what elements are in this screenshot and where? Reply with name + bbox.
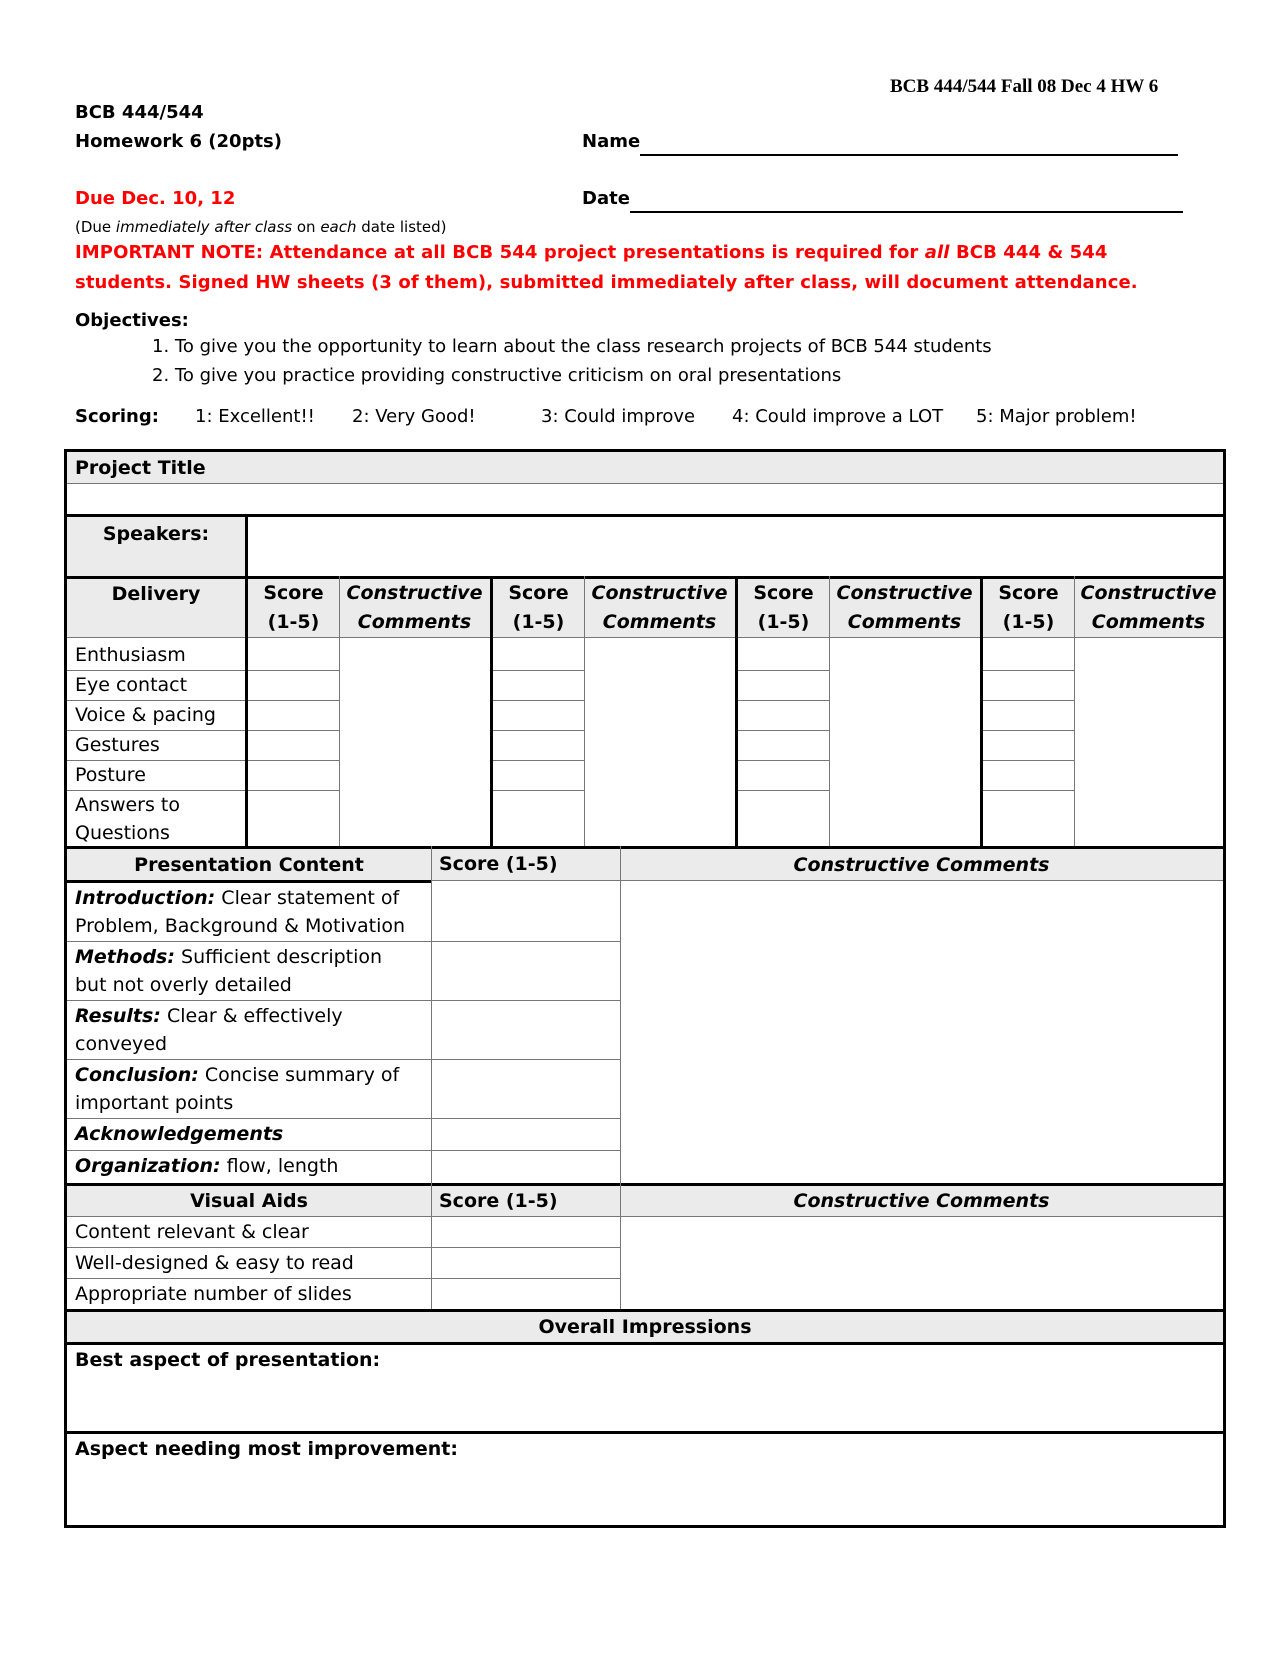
divider — [980, 576, 983, 846]
visual-row-label: Content relevant & clear — [75, 1221, 309, 1243]
visual-score-cells[interactable] — [432, 1217, 619, 1309]
score-header-text: Score — [263, 582, 324, 604]
divider — [245, 576, 248, 846]
delivery-row-label: Voice & pacing — [75, 704, 216, 726]
name-field[interactable] — [640, 134, 1178, 156]
important-note — [75, 238, 1215, 298]
scoring-level-5: 5: Major problem! — [976, 406, 1137, 427]
speakers-input[interactable] — [248, 517, 1223, 576]
content-row-organization — [67, 1151, 431, 1182]
content-row-text: Problem, Background & Motivation — [75, 915, 406, 937]
score-header-text: Score — [998, 582, 1059, 604]
overall-header: Overall Impressions — [67, 1312, 1223, 1342]
delivery-row-label: Eye contact — [75, 674, 188, 696]
divider — [1074, 576, 1075, 846]
score-header — [738, 579, 829, 637]
speaker-3-score-cells[interactable] — [738, 638, 829, 846]
important-note-text: IMPORTANT NOTE: Attendance at all BCB 544 project presentations is required for — [75, 242, 925, 263]
due-note-emphasis: immediately after class — [115, 218, 293, 236]
divider — [735, 576, 738, 846]
speaker-1-score-cells[interactable] — [248, 638, 339, 846]
visual-comments-header: Constructive Comments — [793, 1190, 1050, 1212]
best-aspect-field[interactable] — [67, 1345, 1223, 1431]
divider — [67, 760, 245, 761]
name-field-label: Name — [582, 131, 641, 152]
visual-row-label: Appropriate number of slides — [75, 1283, 352, 1305]
speaker-2-comments[interactable] — [585, 638, 735, 846]
comments-header — [339, 579, 490, 637]
content-row-text: important points — [75, 1092, 234, 1114]
due-note-text: date listed) — [356, 218, 447, 236]
delivery-row-label: Questions — [75, 822, 170, 844]
project-title-header — [67, 452, 1223, 483]
delivery-header: Delivery — [111, 583, 201, 605]
divider — [620, 846, 621, 1184]
content-row-title: Organization: — [75, 1155, 221, 1177]
content-row-title: Methods: — [75, 946, 175, 968]
comments-header-text: Constructive — [346, 582, 483, 604]
score-header — [248, 579, 339, 637]
important-note-text: BCB 444 & 544 — [949, 242, 1108, 263]
delivery-row-label: Gestures — [75, 734, 160, 756]
due-note-text: on — [292, 218, 321, 236]
delivery-row-label: Enthusiasm — [75, 644, 186, 666]
visual-score-header: Score (1-5) — [439, 1190, 558, 1212]
objective-item: 1. To give you the opportunity to learn about the class research projects of BCB 544 students — [152, 336, 992, 357]
content-row-text: conveyed — [75, 1033, 168, 1055]
content-header: Presentation Content — [134, 853, 364, 876]
score-header-text: (1-5) — [267, 611, 320, 633]
divider — [67, 730, 245, 731]
date-field-label: Date — [582, 188, 630, 209]
content-row-acknowledgements — [67, 1119, 431, 1150]
running-head: BCB 444/544 Fall 08 Dec 4 HW 6 — [890, 76, 1159, 97]
divider — [431, 846, 432, 1184]
due-note — [75, 218, 447, 236]
important-note-line-1 — [75, 238, 1215, 268]
scoring-level-3: 3: Could improve — [541, 406, 696, 427]
score-header — [493, 579, 584, 637]
due-date: Due Dec. 10, 12 — [75, 188, 236, 209]
comments-header — [584, 579, 735, 637]
content-row-text: Clear & effectively — [160, 1005, 343, 1027]
content-comments-header: Constructive Comments — [793, 853, 1050, 876]
score-header-text: (1-5) — [1002, 611, 1055, 633]
divider — [490, 576, 493, 846]
comments-header-text: Constructive — [591, 582, 728, 604]
delivery-row-label: Answers to — [75, 794, 180, 816]
project-title-input[interactable] — [67, 484, 1223, 514]
speaker-3-comments[interactable] — [830, 638, 980, 846]
content-row-methods — [67, 942, 431, 1000]
divider — [67, 670, 245, 671]
comments-header-text: Comments — [357, 611, 472, 633]
content-row-text: Clear statement of — [215, 887, 400, 909]
speaker-2-score-cells[interactable] — [493, 638, 584, 846]
improvement-aspect-field[interactable] — [67, 1434, 1223, 1525]
content-row-text: but not overly detailed — [75, 974, 292, 996]
content-row-title: Acknowledgements — [75, 1123, 284, 1145]
score-header-text: (1-5) — [757, 611, 810, 633]
content-row-text: flow, length — [220, 1155, 339, 1177]
score-header-text: Score — [508, 582, 569, 604]
divider — [67, 700, 245, 701]
evaluation-form — [64, 449, 1226, 1528]
divider — [829, 576, 830, 846]
improvement-aspect-label: Aspect needing most improvement: — [75, 1438, 458, 1460]
content-score-header: Score (1-5) — [439, 853, 558, 875]
speakers-header — [67, 517, 245, 576]
visual-row-label: Well-designed & easy to read — [75, 1252, 354, 1274]
date-field[interactable] — [630, 191, 1183, 213]
project-title-label: Project Title — [75, 456, 206, 479]
speaker-4-comments[interactable] — [1075, 638, 1223, 846]
course-title: BCB 444/544 — [75, 102, 204, 123]
important-note-emphasis: all — [924, 242, 950, 263]
speakers-label: Speakers: — [102, 523, 210, 545]
divider — [67, 790, 245, 791]
due-note-emphasis: each — [320, 218, 357, 236]
score-header — [983, 579, 1074, 637]
scoring-level-2: 2: Very Good! — [352, 406, 476, 427]
content-row-text: Sufficient description — [174, 946, 383, 968]
scoring-label: Scoring: — [75, 406, 159, 427]
comments-header-text: Comments — [847, 611, 962, 633]
score-header-text: Score — [753, 582, 814, 604]
comments-header — [1074, 579, 1223, 637]
content-row-text: Concise summary of — [198, 1064, 400, 1086]
content-score-cells[interactable] — [432, 881, 619, 1183]
due-note-text: (Due — [75, 218, 116, 236]
score-header-text: (1-5) — [512, 611, 565, 633]
content-row-introduction — [67, 883, 431, 941]
content-row-title: Conclusion: — [75, 1064, 199, 1086]
scoring-level-1: 1: Excellent!! — [195, 406, 315, 427]
content-row-conclusion — [67, 1060, 431, 1118]
comments-header-text: Constructive — [836, 582, 973, 604]
comments-header — [829, 579, 980, 637]
scoring-level-4: 4: Could improve a LOT — [732, 406, 944, 427]
divider — [584, 576, 585, 846]
content-row-results — [67, 1001, 431, 1059]
content-row-title: Results: — [75, 1005, 161, 1027]
important-note-line-2: students. Signed HW sheets (3 of them), submitted immediately after class, will document attendance. — [75, 272, 1138, 293]
best-aspect-label: Best aspect of presentation: — [75, 1349, 381, 1371]
content-row-title: Introduction: — [75, 887, 216, 909]
assignment-title: Homework 6 (20pts) — [75, 131, 282, 152]
comments-header-text: Comments — [1091, 611, 1206, 633]
divider — [431, 1183, 432, 1310]
objectives-label: Objectives: — [75, 310, 189, 331]
speaker-1-comments[interactable] — [340, 638, 490, 846]
speaker-4-score-cells[interactable] — [983, 638, 1074, 846]
visual-header: Visual Aids — [190, 1190, 308, 1212]
comments-header-text: Constructive — [1080, 582, 1217, 604]
content-comments-input[interactable] — [621, 881, 1223, 1183]
visual-comments-input[interactable] — [621, 1217, 1223, 1309]
comments-header-text: Comments — [602, 611, 717, 633]
objective-item: 2. To give you practice providing constructive criticism on oral presentations — [152, 365, 842, 386]
divider — [620, 1183, 621, 1310]
delivery-row-label: Posture — [75, 764, 146, 786]
divider — [339, 576, 340, 846]
